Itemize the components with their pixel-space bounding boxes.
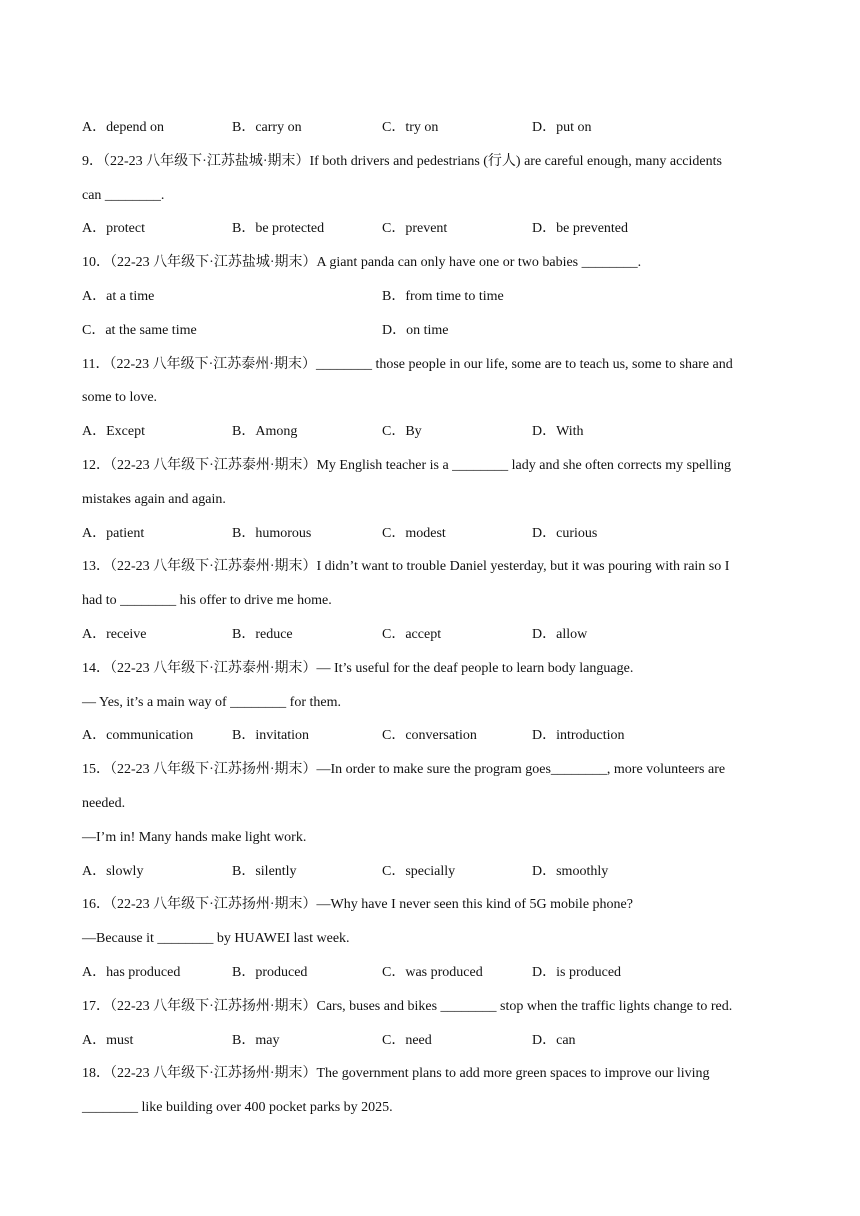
option-d[interactable]: D．With — [532, 424, 584, 440]
option-a[interactable]: A．patient — [82, 525, 145, 541]
question-stem: 12．（22-23 八年级下·江苏泰州·期末）My English teacher is a ________ lady and she often corrects my spelling — [82, 457, 731, 473]
question-stem: —Because it ________ by HUAWEI last week. — [82, 931, 350, 947]
options-row — [82, 212, 782, 246]
option-c[interactable]: C．modest — [382, 525, 446, 541]
options-row — [82, 956, 782, 990]
question-stem: 16．（22-23 八年级下·江苏扬州·期末）—Why have I never seen this kind of 5G mobile phone? — [82, 897, 633, 913]
option-b[interactable]: B．carry on — [232, 120, 302, 135]
option-a[interactable]: A．at a time — [82, 288, 155, 304]
option-b[interactable]: B．invitation — [232, 728, 309, 744]
option-b[interactable]: B．humorous — [232, 525, 312, 541]
option-a[interactable]: A．has produced — [82, 964, 181, 980]
options-row — [82, 855, 782, 889]
options-row — [82, 111, 782, 145]
options-row — [82, 1024, 782, 1058]
question-stem: ________ like building over 400 pocket parks by 2025. — [82, 1100, 393, 1116]
question-stem: 15．（22-23 八年级下·江苏扬州·期末）—In order to make sure the program goes________, more volunteers are — [82, 762, 726, 778]
options-row — [82, 314, 782, 348]
option-d[interactable]: D．on time — [382, 322, 449, 338]
option-b[interactable]: B．reduce — [232, 626, 293, 642]
option-d[interactable]: D．curious — [532, 525, 598, 541]
option-c[interactable]: C．accept — [382, 626, 442, 642]
option-b[interactable]: B．from time to time — [382, 288, 504, 304]
option-a[interactable]: A．Except — [82, 424, 145, 440]
option-d[interactable]: D．put on — [532, 120, 592, 135]
option-a[interactable]: A．communication — [82, 728, 194, 744]
option-a[interactable]: A．receive — [82, 626, 147, 642]
option-d[interactable]: D．allow — [532, 626, 588, 642]
option-a[interactable]: A．slowly — [82, 863, 144, 879]
option-c[interactable]: C．prevent — [382, 221, 448, 237]
options-row — [82, 415, 782, 449]
question-stem: 17．（22-23 八年级下·江苏扬州·期末）Cars, buses and bikes ________ stop when the traffic lights change to red. — [82, 998, 733, 1014]
option-b[interactable]: B．may — [232, 1032, 280, 1048]
question-stem: 10．（22-23 八年级下·江苏盐城·期末）A giant panda can only have one or two babies ________. — [82, 255, 642, 271]
option-d[interactable]: D．be prevented — [532, 221, 629, 237]
question-stem: — Yes, it’s a main way of ________ for them. — [82, 694, 341, 710]
option-d[interactable]: D．can — [532, 1032, 576, 1048]
question-stem: some to love. — [82, 390, 158, 406]
option-c[interactable]: C．at the same time — [82, 322, 197, 338]
options-row — [82, 280, 782, 314]
option-a[interactable]: A．protect — [82, 221, 145, 237]
option-b[interactable]: B．silently — [232, 863, 297, 879]
option-a[interactable]: A．must — [82, 1032, 134, 1048]
option-b[interactable]: B．be protected — [232, 221, 325, 237]
question-stem: 14．（22-23 八年级下·江苏泰州·期末）— It’s useful for the deaf people to learn body language. — [82, 660, 634, 676]
options-row — [82, 618, 782, 652]
option-b[interactable]: B．produced — [232, 964, 308, 980]
question-stem: needed. — [82, 795, 126, 811]
question-stem: 13．（22-23 八年级下·江苏泰州·期末）I didn’t want to trouble Daniel yesterday, but it was pouring with rain so I — [82, 559, 730, 575]
question-stem: 9．（22-23 八年级下·江苏盐城·期末）If both drivers and pedestrians (行人) are careful enough, many accidents — [82, 153, 722, 169]
option-c[interactable]: C．need — [382, 1032, 432, 1048]
question-stem: —I’m in! Many hands make light work. — [82, 829, 307, 845]
question-stem: 11．（22-23 八年级下·江苏泰州·期末）________ those people in our life, some are to teach us, some to share and — [82, 356, 733, 372]
option-b[interactable]: B．Among — [232, 424, 298, 440]
option-c[interactable]: C．conversation — [382, 728, 477, 744]
option-d[interactable]: D．introduction — [532, 728, 625, 744]
question-stem: mistakes again and again. — [82, 491, 226, 507]
question-stem: can ________. — [82, 187, 165, 203]
option-a[interactable]: A．depend on — [82, 120, 165, 135]
question-stem: 18．（22-23 八年级下·江苏扬州·期末）The government plans to add more green spaces to improve our living — [82, 1066, 710, 1082]
option-d[interactable]: D．smoothly — [532, 863, 609, 879]
option-c[interactable]: C．specially — [382, 863, 456, 879]
options-row — [82, 517, 782, 551]
option-d[interactable]: D．is produced — [532, 964, 622, 980]
options-row — [82, 719, 782, 753]
worksheet-page — [82, 111, 782, 1125]
question-stem: had to ________ his offer to drive me home. — [82, 593, 332, 609]
option-c[interactable]: C．try on — [382, 120, 439, 135]
option-c[interactable]: C．was produced — [382, 964, 483, 980]
option-c[interactable]: C．By — [382, 424, 422, 440]
